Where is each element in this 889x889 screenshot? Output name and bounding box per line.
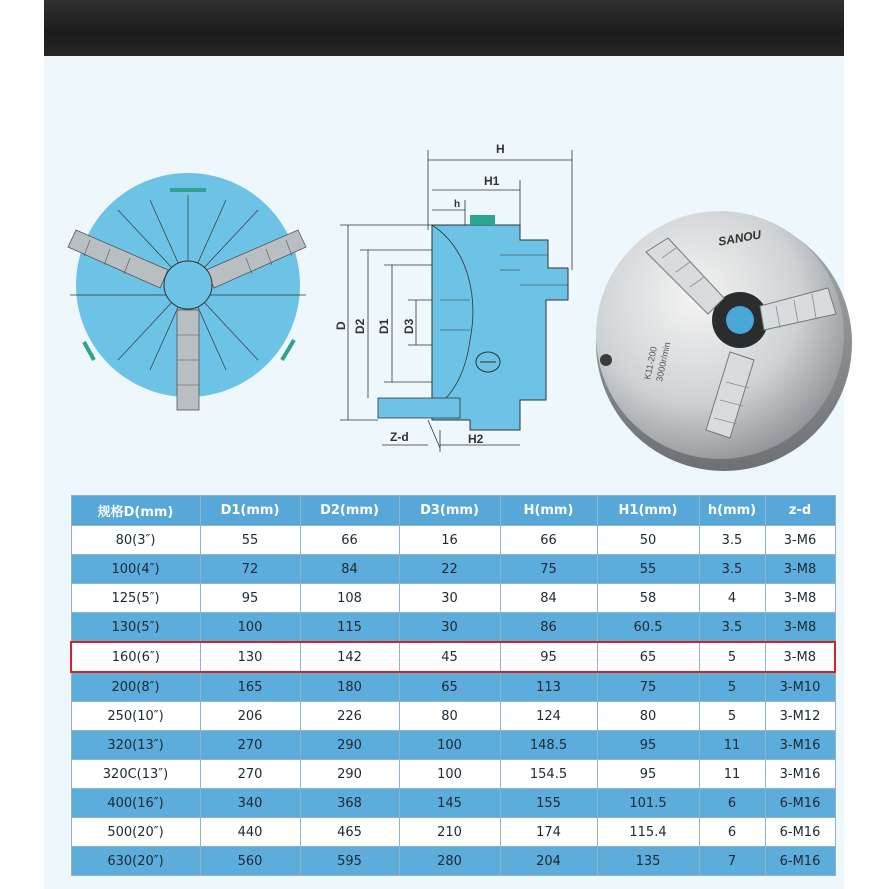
- table-cell: 11: [699, 760, 765, 789]
- table-cell: 66: [300, 526, 399, 555]
- label-h: h: [454, 199, 461, 210]
- table-cell: 7: [699, 847, 765, 876]
- table-cell: 174: [500, 818, 597, 847]
- table-cell: 30: [399, 613, 500, 643]
- table-cell: 368: [300, 789, 399, 818]
- label-H: H: [496, 142, 505, 156]
- table-cell: 270: [200, 731, 300, 760]
- table-cell: 50: [597, 526, 699, 555]
- table-row: [71, 555, 835, 584]
- table-cell: 5: [699, 672, 765, 702]
- table-cell: 148.5: [500, 731, 597, 760]
- table-cell: 130(5″): [71, 613, 200, 643]
- label-D2: D2: [353, 318, 367, 334]
- table-cell: 5: [699, 702, 765, 731]
- table-cell: 320(13″): [71, 731, 200, 760]
- chuck-brand: SANOU: [717, 227, 763, 249]
- table-cell: 95: [200, 584, 300, 613]
- table-cell: 58: [597, 584, 699, 613]
- table-cell: 60.5: [597, 613, 699, 643]
- label-H2: H2: [468, 432, 484, 446]
- table-cell: 206: [200, 702, 300, 731]
- table-cell: 440: [200, 818, 300, 847]
- column-header: 规格D(mm): [71, 496, 200, 526]
- column-header: h(mm): [699, 496, 765, 526]
- column-header: D3(mm): [399, 496, 500, 526]
- table-cell: 204: [500, 847, 597, 876]
- table-cell: 3-M8: [765, 642, 835, 672]
- table-cell: 3-M8: [765, 584, 835, 613]
- table-cell: 290: [300, 731, 399, 760]
- table-cell: 86: [500, 613, 597, 643]
- table-cell: 320C(13″): [71, 760, 200, 789]
- table-cell: 6: [699, 818, 765, 847]
- table-cell: 125(5″): [71, 584, 200, 613]
- table-cell: 6-M16: [765, 818, 835, 847]
- table-cell: 95: [500, 642, 597, 672]
- label-H1: H1: [484, 174, 500, 188]
- column-header: H1(mm): [597, 496, 699, 526]
- table-cell: 5: [699, 642, 765, 672]
- table-cell: 226: [300, 702, 399, 731]
- column-header: D2(mm): [300, 496, 399, 526]
- table-cell: 3.5: [699, 555, 765, 584]
- table-cell: 290: [300, 760, 399, 789]
- table-cell: 3-M8: [765, 613, 835, 643]
- table-cell: 101.5: [597, 789, 699, 818]
- table-cell: 16: [399, 526, 500, 555]
- table-row: [71, 526, 835, 555]
- table-row: [71, 731, 835, 760]
- table-cell: 113: [500, 672, 597, 702]
- table-cell: 65: [399, 672, 500, 702]
- chuck-speed-text: 3000r/min: [654, 341, 673, 383]
- table-cell: 115: [300, 613, 399, 643]
- table-cell: 135: [597, 847, 699, 876]
- table-cell: 340: [200, 789, 300, 818]
- table-row: [71, 702, 835, 731]
- table-cell: 145: [399, 789, 500, 818]
- table-cell: 95: [597, 731, 699, 760]
- label-D: D: [334, 321, 348, 330]
- table-cell: 30: [399, 584, 500, 613]
- table-cell: 66: [500, 526, 597, 555]
- table-row: [71, 672, 835, 702]
- column-header: H(mm): [500, 496, 597, 526]
- table-cell: 80(3″): [71, 526, 200, 555]
- table-cell: 6-M16: [765, 789, 835, 818]
- table-cell: 3-M16: [765, 731, 835, 760]
- table-cell: 55: [597, 555, 699, 584]
- table-cell: 6: [699, 789, 765, 818]
- table-cell: 115.4: [597, 818, 699, 847]
- table-cell: 95: [597, 760, 699, 789]
- table-cell: 155: [500, 789, 597, 818]
- table-cell: 80: [399, 702, 500, 731]
- table-cell: 200(8″): [71, 672, 200, 702]
- chuck-model-text: K11-200: [642, 345, 659, 381]
- table-cell: 595: [300, 847, 399, 876]
- table-row: [71, 613, 835, 643]
- table-cell: 80: [597, 702, 699, 731]
- table-cell: 22: [399, 555, 500, 584]
- table-cell: 3.5: [699, 526, 765, 555]
- table-cell: 500(20″): [71, 818, 200, 847]
- table-cell: 84: [500, 584, 597, 613]
- table-cell: 100: [399, 731, 500, 760]
- table-row: [71, 818, 835, 847]
- table-cell: 270: [200, 760, 300, 789]
- table-cell: 3.5: [699, 613, 765, 643]
- chuck-product-photo: [596, 211, 852, 471]
- table-cell: 11: [699, 731, 765, 760]
- table-row: [71, 584, 835, 613]
- table-cell: 65: [597, 642, 699, 672]
- table-cell: 180: [300, 672, 399, 702]
- column-header: D1(mm): [200, 496, 300, 526]
- table-row: [71, 847, 835, 876]
- table-cell: 55: [200, 526, 300, 555]
- table-cell: 465: [300, 818, 399, 847]
- table-cell: 400(16″): [71, 789, 200, 818]
- table-cell: 3-M8: [765, 555, 835, 584]
- table-row-highlighted: [71, 642, 835, 672]
- table-cell: 72: [200, 555, 300, 584]
- table-row: [71, 789, 835, 818]
- table-cell: 6-M16: [765, 847, 835, 876]
- table-row: [71, 760, 835, 789]
- table-cell: 142: [300, 642, 399, 672]
- table-cell: 3-M12: [765, 702, 835, 731]
- table-cell: 124: [500, 702, 597, 731]
- table-cell: 3-M6: [765, 526, 835, 555]
- table-cell: 154.5: [500, 760, 597, 789]
- spec-table: [70, 495, 836, 876]
- table-cell: 210: [399, 818, 500, 847]
- table-header-row: [71, 496, 835, 526]
- table-cell: 108: [300, 584, 399, 613]
- label-D1: D1: [377, 318, 391, 334]
- table-cell: 100(4″): [71, 555, 200, 584]
- column-header: z-d: [765, 496, 835, 526]
- table-cell: 250(10″): [71, 702, 200, 731]
- table-cell: 280: [399, 847, 500, 876]
- table-cell: 165: [200, 672, 300, 702]
- front-view-diagram: [68, 173, 306, 410]
- table-cell: 4: [699, 584, 765, 613]
- table-cell: 3-M10: [765, 672, 835, 702]
- label-Zd: Z-d: [390, 430, 409, 444]
- table-cell: 45: [399, 642, 500, 672]
- table-cell: 130: [200, 642, 300, 672]
- table-cell: 160(6″): [71, 642, 200, 672]
- table-cell: 75: [597, 672, 699, 702]
- table-cell: 630(20″): [71, 847, 200, 876]
- table-body: [71, 526, 835, 876]
- table-cell: 100: [200, 613, 300, 643]
- table-cell: 3-M16: [765, 760, 835, 789]
- table-cell: 84: [300, 555, 399, 584]
- table-cell: 560: [200, 847, 300, 876]
- table-cell: 100: [399, 760, 500, 789]
- label-D3: D3: [402, 318, 416, 334]
- table-cell: 75: [500, 555, 597, 584]
